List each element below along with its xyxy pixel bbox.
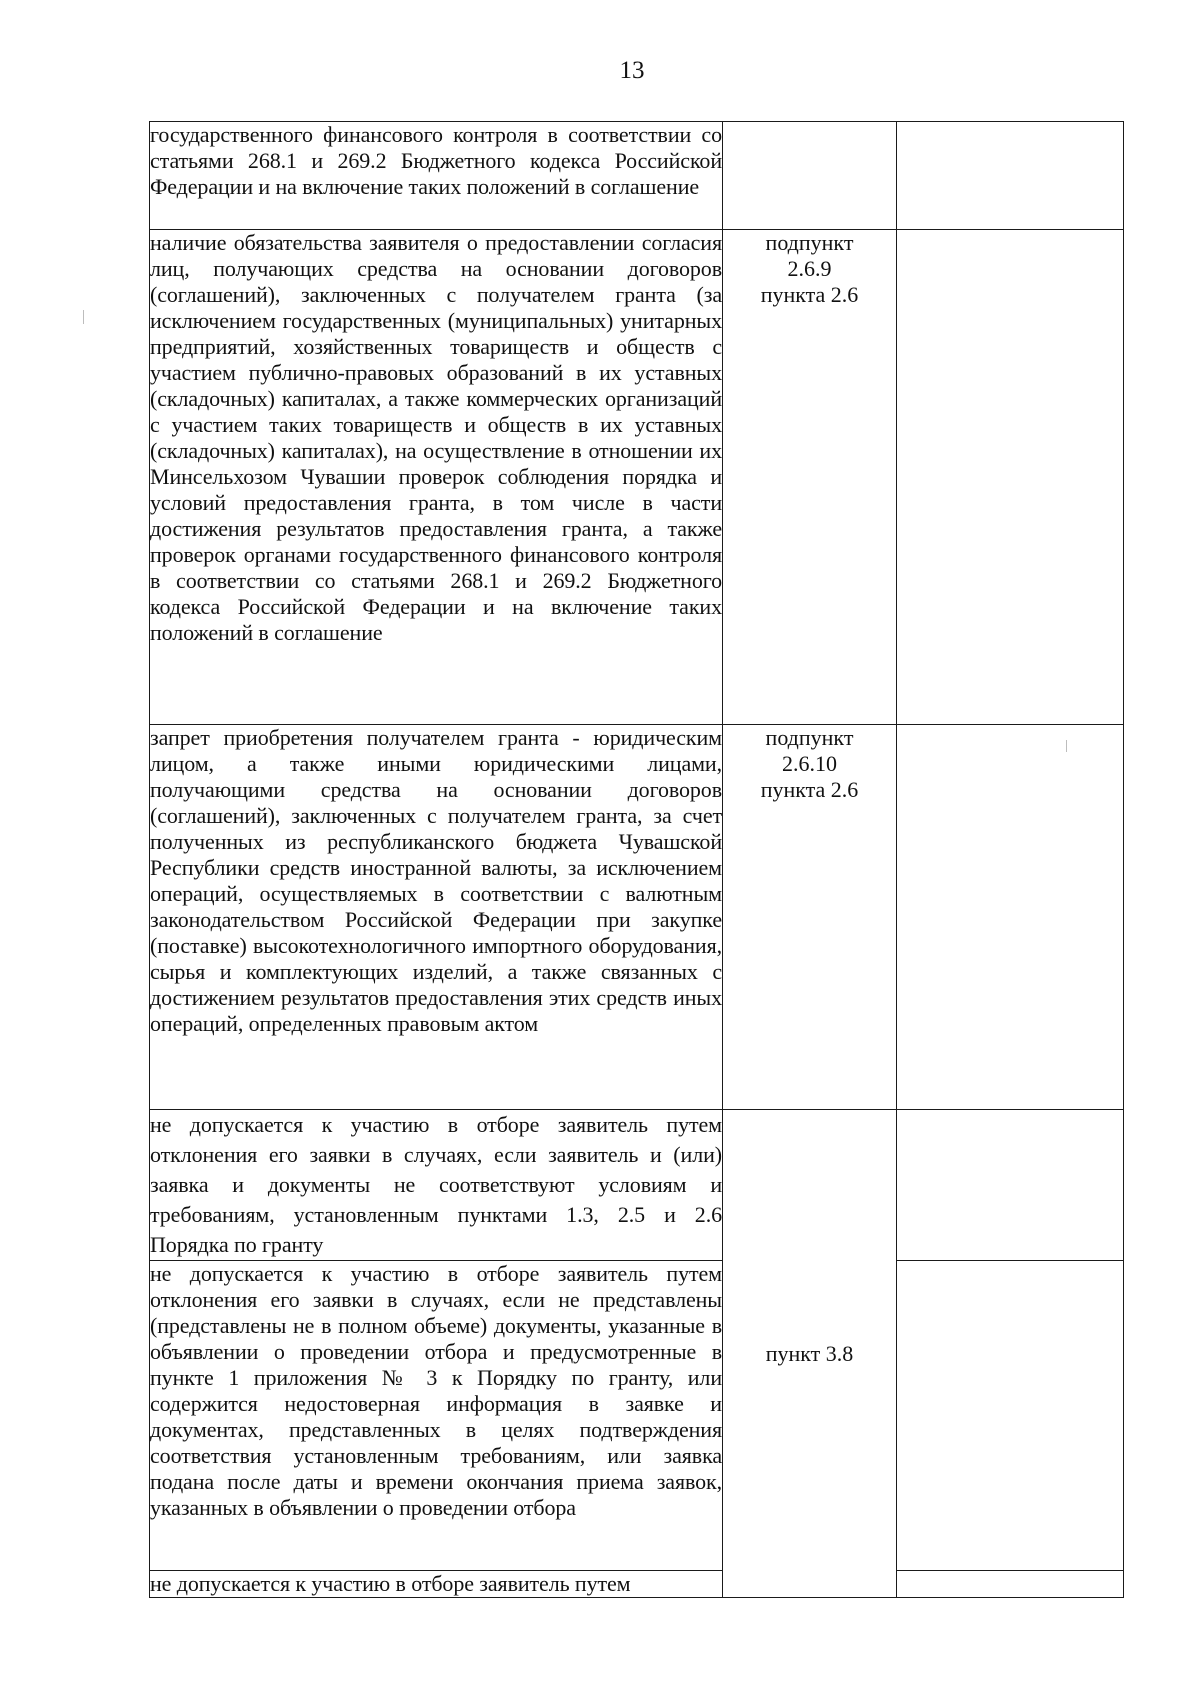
empty-cell bbox=[897, 122, 1124, 230]
reference-line: пункта 2.6 bbox=[760, 777, 859, 802]
reference-cell bbox=[723, 122, 897, 230]
reference-line: подпункт bbox=[765, 725, 854, 750]
table-row bbox=[150, 122, 1124, 230]
empty-cell bbox=[897, 1261, 1124, 1571]
empty-cell bbox=[897, 725, 1124, 1110]
reference-line: пункта 2.6 bbox=[760, 282, 859, 307]
reference-line: подпункт bbox=[765, 230, 854, 255]
requirements-table bbox=[149, 121, 1124, 1598]
reference-line: 2.6.9 bbox=[787, 256, 832, 281]
scan-mark bbox=[83, 310, 84, 324]
requirement-text-cell: не допускается к участию в отборе заявитель путем отклонения его заявки в случаях, если не представлены (представлены не в полном объеме) документы, указанные в объявлении о проведении отбора и предусмотренные в пункте 1 приложения № 3 к Порядку по гранту, или содержится недостоверная информация в заявке и документах, представленных в целях подтверждения соответствия установленным требованиям, или заявка подана после даты и времени окончания приема заявок, указанных в объявлении о проведении отбора bbox=[150, 1261, 723, 1571]
requirement-text-cell: государственного финансового контроля в соответствии со статьями 268.1 и 269.2 Бюджетного кодекса Российской Федерации и на включение таких положений в соглашение bbox=[150, 122, 723, 230]
table-row bbox=[150, 725, 1124, 1110]
reference-cell bbox=[723, 725, 897, 1110]
table-row bbox=[150, 230, 1124, 725]
merged-reference-cell: пункт 3.8 bbox=[723, 1110, 897, 1598]
requirement-text-cell: не допускается к участию в отборе заявитель путем bbox=[150, 1571, 723, 1598]
table-row bbox=[150, 1110, 1124, 1261]
scan-mark bbox=[1066, 740, 1067, 752]
empty-cell bbox=[897, 1571, 1124, 1598]
reference-cell bbox=[723, 230, 897, 725]
requirement-text-cell: наличие обязательства заявителя о предоставлении согласия лиц, получающих средства на основании договоров (соглашений), заключенных с получателем гранта (за исключением государственных (муниципальных) унитарных предприятий, хозяйственных товариществ и обществ с участием публично-правовых образований в их уставных (складочных) капиталах, а также коммерческих организаций с участием таких товариществ и обществ в их уставных (складочных) капиталах), на осуществление в отношении их Минсельхозом Чувашии проверок соблюдения порядка и условий предоставления гранта, в том числе в части достижения результатов предоставления гранта, а также проверок органами государственного финансового контроля в соответствии со статьями 268.1 и 269.2 Бюджетного кодекса Российской Федерации и на включение таких положений в соглашение bbox=[150, 230, 723, 725]
empty-cell bbox=[897, 1110, 1124, 1261]
requirement-text-cell: запрет приобретения получателем гранта - юридическим лицом, а также иными юридическими лицами, получающими средства на основании договоров (соглашений), заключенных с получателем гранта, за счет полученных из республиканского бюджета Чувашской Республики средств иностранной валюты, за исключением операций, осуществляемых в соответствии с валютным законодательством Российской Федерации при закупке (поставке) высокотехнологичного импортного оборудования, сырья и комплектующих изделий, а также связанных с достижением результатов предоставления этих средств иных операций, определенных правовым актом bbox=[150, 725, 723, 1110]
requirement-text-cell: не допускается к участию в отборе заявитель путем отклонения его заявки в случаях, если заявитель и (или) заявка и документы не соответствуют условиям и требованиям, установленным пунктами 1.3, 2.5 и 2.6 Порядка по гранту bbox=[150, 1110, 723, 1261]
page-number: 13 bbox=[619, 57, 645, 84]
reference-line: 2.6.10 bbox=[782, 751, 837, 776]
table-row bbox=[150, 1571, 1124, 1598]
empty-cell bbox=[897, 230, 1124, 725]
table-row bbox=[150, 1261, 1124, 1571]
